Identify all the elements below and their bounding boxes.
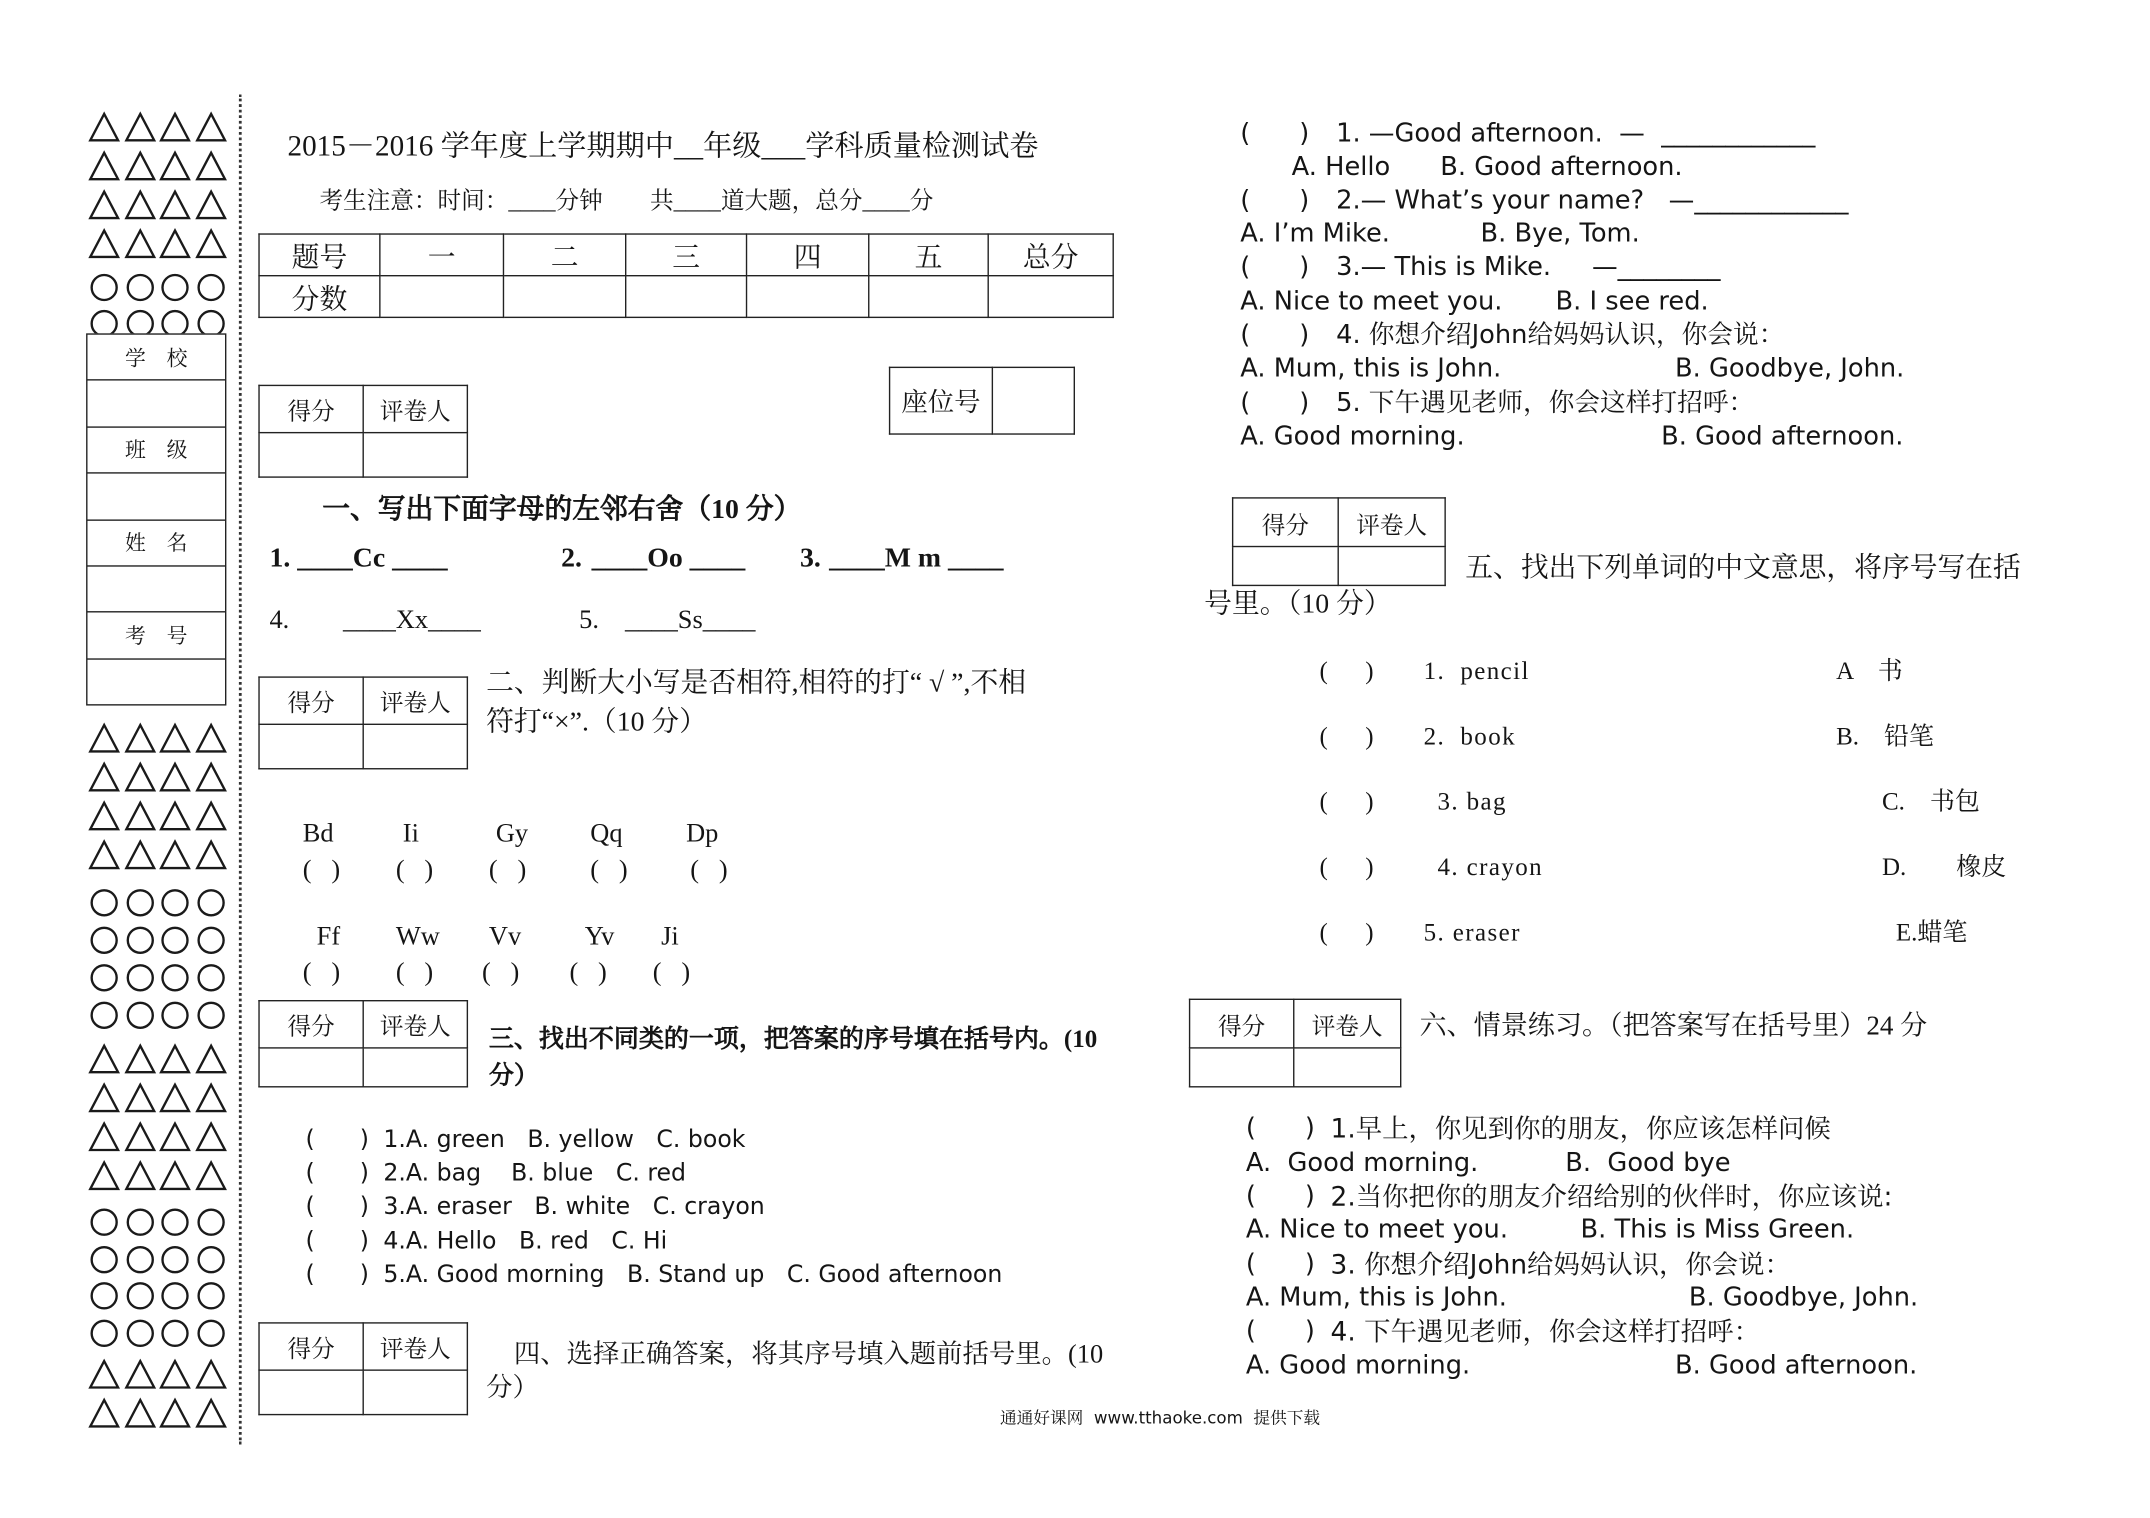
triangle-icon	[126, 842, 154, 868]
answer-blank: ( )	[305, 1261, 370, 1289]
section3-item: 5.A. Good morning B. Stand up C. Good afternoon	[383, 1261, 1003, 1289]
english-word: 4. crayon	[1437, 852, 1544, 881]
circle-icon	[163, 275, 188, 300]
option-a: A. Good morning.	[1245, 1351, 1471, 1381]
triangle-icon	[126, 1361, 154, 1387]
answer-blank: ( )	[1240, 388, 1310, 419]
score-table-header: 五	[869, 234, 988, 276]
triangle-icon	[197, 1124, 225, 1150]
answer-blank: ( )	[302, 855, 341, 885]
triangle-icon	[161, 231, 189, 257]
triangle-icon	[161, 725, 189, 751]
section3-item: 1.A. green B. yellow C. book	[383, 1126, 746, 1155]
class-label: 班 级	[88, 427, 226, 473]
score-field	[259, 1370, 363, 1414]
circle-icon	[128, 928, 153, 953]
grader-box	[258, 1000, 468, 1088]
triangle-icon	[161, 114, 189, 140]
letter-pair: Dp	[686, 819, 719, 849]
circle-icon	[128, 1283, 153, 1308]
answer-blank: ( )	[302, 958, 341, 988]
triangle-icon	[161, 1361, 189, 1387]
exam-number-label: 考 号	[88, 613, 226, 659]
circle-icon	[92, 1321, 117, 1346]
triangle-icon	[90, 153, 118, 179]
triangle-icon	[161, 1085, 189, 1111]
section1-item-number: 5.	[579, 605, 599, 635]
section1-item-blank: ____Cc ____	[297, 543, 448, 574]
triangle-icon	[161, 1400, 189, 1426]
score-table-header-row	[259, 234, 1113, 276]
option-a: A. Hello	[1291, 152, 1391, 182]
section6-question: 4. 下午遇见老师，你会这样打招呼：	[1330, 1316, 1760, 1348]
section1-item-number: 4.	[269, 605, 290, 635]
cut-line	[239, 94, 242, 1444]
triangle-icon	[161, 803, 189, 829]
chinese-meaning: A 书	[1836, 656, 1903, 685]
circle-icon	[163, 1247, 188, 1272]
grader-field	[1338, 547, 1445, 586]
grader-field	[1294, 1048, 1401, 1087]
section2-title-continued: 符打“×”.（10 分）	[486, 706, 708, 738]
grader-field	[363, 724, 467, 768]
option-a: A. I’m Mike.	[1240, 219, 1390, 249]
triangle-icon	[90, 842, 118, 868]
answer-blank: ( )	[1319, 852, 1374, 881]
grader-box	[1189, 999, 1402, 1088]
triangle-icon	[90, 1163, 118, 1189]
triangle-icon	[90, 114, 118, 140]
score-field	[1233, 547, 1339, 586]
chinese-meaning: E.蜡笔	[1895, 918, 1968, 946]
section3-item: 3.A. eraser B. white C. crayon	[383, 1193, 765, 1221]
answer-blank: ( )	[305, 1159, 370, 1188]
triangle-icon	[197, 153, 225, 179]
section6-question: 1.早上，你见到你的朋友，你应该怎样问候	[1330, 1113, 1831, 1145]
triangle-icon	[161, 1124, 189, 1150]
section3-item: 4.A. Hello B. red C. Hi	[383, 1227, 668, 1256]
triangle-icon	[90, 192, 118, 218]
option-b: B. Bye, Tom.	[1480, 219, 1640, 249]
circle-icon	[163, 890, 188, 915]
grader-box	[1232, 497, 1446, 586]
circle-icon	[163, 965, 188, 990]
option-b: B. Good afternoon.	[1440, 152, 1683, 182]
answer-blank: ( )	[305, 1227, 370, 1256]
score-table-header: 四	[747, 234, 869, 276]
circle-icon	[128, 1003, 153, 1028]
triangle-icon	[90, 1400, 118, 1426]
triangle-icon	[197, 114, 225, 140]
school-field	[88, 381, 226, 427]
grader-field	[363, 1048, 467, 1087]
english-word: 1. pencil	[1423, 656, 1530, 685]
circle-icon	[199, 1283, 224, 1308]
score-table-score-row	[259, 276, 1113, 318]
score-table-header: 总分	[988, 234, 1113, 276]
triangle-icon	[161, 764, 189, 790]
triangle-icon	[161, 153, 189, 179]
chinese-meaning: B. 铅笔	[1836, 722, 1935, 751]
name-field	[88, 567, 226, 613]
section1-item-blank: ____Ss____	[625, 605, 756, 635]
triangle-icon	[161, 1046, 189, 1072]
section4-title: 四、选择正确答案，将其序号填入题前括号里。(10	[513, 1340, 1104, 1370]
english-word: 5. eraser	[1423, 918, 1521, 946]
english-word: 3. bag	[1437, 787, 1507, 816]
answer-blank: ( )	[569, 958, 607, 988]
triangle-icon	[197, 842, 225, 868]
triangle-icon	[90, 231, 118, 257]
section3-title-continued: 分）	[488, 1061, 539, 1089]
answer-blank: ( )	[1319, 722, 1374, 751]
circle-icon	[163, 1283, 188, 1308]
school-label: 学 校	[88, 335, 226, 381]
section3-item: 2.A. bag B. blue C. red	[383, 1159, 687, 1188]
option-b: B. Good afternoon.	[1661, 422, 1904, 452]
option-a: A. Nice to meet you.	[1245, 1215, 1508, 1245]
score-field	[259, 433, 363, 477]
triangle-icon	[90, 725, 118, 751]
triangle-icon	[90, 1361, 118, 1387]
score-row-label: 分数	[259, 276, 380, 318]
section1-item-blank: ____Xx____	[343, 605, 481, 635]
exam-notice: 考生注意：时间：____分钟 共____道大题，总分____分	[319, 187, 934, 214]
triangle-icon	[197, 1400, 225, 1426]
section6-question: 3. 你想介绍John给妈妈认识，你会说：	[1330, 1250, 1791, 1281]
triangle-icon	[126, 1163, 154, 1189]
answer-blank: ( )	[1240, 186, 1310, 216]
circle-icon	[128, 1321, 153, 1346]
seat-number-box	[889, 367, 1075, 435]
score-field	[259, 1048, 363, 1087]
triangle-icon	[126, 803, 154, 829]
triangle-icon	[197, 1046, 225, 1072]
option-a: A. Nice to meet you.	[1240, 287, 1503, 317]
section1-item-number: 3.	[800, 543, 821, 574]
option-b: B. I see red.	[1555, 287, 1709, 317]
grader-box	[258, 1322, 468, 1415]
answer-blank: ( )	[305, 1193, 370, 1221]
triangle-icon	[197, 803, 225, 829]
section3-title: 三、找出不同类的一项，把答案的序号填在括号内。(10	[488, 1025, 1098, 1053]
letter-pair: Ff	[316, 922, 341, 952]
triangle-icon	[126, 1085, 154, 1111]
chinese-meaning: C. 书包	[1881, 787, 1980, 816]
answer-blank: ( )	[1245, 1250, 1315, 1280]
class-field	[88, 474, 226, 520]
circle-icon	[92, 1003, 117, 1028]
circle-icon	[163, 1210, 188, 1235]
triangle-icon	[161, 192, 189, 218]
letter-pair: Yv	[584, 922, 615, 952]
triangle-icon	[126, 1124, 154, 1150]
circle-icon	[163, 928, 188, 953]
answer-blank: ( )	[1245, 1181, 1315, 1212]
section4-question: 1. —Good afternoon. — ____________	[1336, 119, 1816, 149]
score-cell	[380, 276, 504, 318]
section1-item-blank: ____Oo ____	[591, 543, 746, 574]
letter-pair: Ww	[395, 922, 440, 952]
score-table-header: 二	[503, 234, 625, 276]
triangle-icon	[197, 1085, 225, 1111]
score-cell	[503, 276, 625, 318]
section6-question: 2.当你把你的朋友介绍给别的伙伴时，你应该说:	[1330, 1181, 1893, 1213]
score-table-header: 一	[380, 234, 504, 276]
answer-blank: ( )	[395, 958, 434, 988]
option-a: A. Good morning.	[1245, 1148, 1479, 1178]
triangle-icon	[126, 231, 154, 257]
section5-title: 五、找出下列单词的中文意思，将序号写在括	[1465, 552, 2021, 584]
answer-blank: ( )	[1240, 119, 1310, 149]
score-field	[259, 724, 363, 768]
answer-blank: ( )	[488, 855, 527, 885]
exam-number-field	[88, 659, 226, 705]
grader-label: 评卷人	[1338, 498, 1445, 547]
section4-question: 2.— What’s your name? —____________	[1336, 186, 1849, 216]
option-b: B. This is Miss Green.	[1580, 1215, 1855, 1245]
triangle-icon	[161, 1163, 189, 1189]
triangle-icon	[197, 725, 225, 751]
grader-box	[258, 385, 468, 478]
section5-title-continued: 号里。（10 分）	[1204, 588, 1392, 620]
option-b: B. Good afternoon.	[1675, 1351, 1918, 1381]
triangle-icon	[161, 842, 189, 868]
score-label: 得分	[1233, 498, 1339, 547]
answer-blank: ( )	[1319, 918, 1374, 946]
answer-blank: ( )	[652, 958, 691, 988]
triangle-icon	[126, 1400, 154, 1426]
circle-icon	[92, 1283, 117, 1308]
grader-label: 评卷人	[363, 1001, 467, 1048]
score-cell	[626, 276, 747, 318]
score-cell	[869, 276, 988, 318]
score-field	[1190, 1048, 1294, 1087]
chinese-meaning: D. 橡皮	[1881, 852, 2007, 881]
circle-icon	[199, 928, 224, 953]
circle-icon	[199, 1210, 224, 1235]
grader-label: 评卷人	[363, 385, 467, 432]
triangle-icon	[90, 1046, 118, 1072]
triangle-icon	[197, 1361, 225, 1387]
circle-icon	[92, 928, 117, 953]
section1-item-number: 2.	[561, 543, 582, 574]
answer-blank: ( )	[1319, 656, 1374, 685]
section1-title: 一、写出下面字母的左邻右舍（10 分）	[322, 494, 802, 526]
score-label: 得分	[259, 1001, 363, 1048]
circle-icon	[163, 1003, 188, 1028]
triangle-icon	[197, 192, 225, 218]
name-label: 姓 名	[88, 520, 226, 566]
triangle-icon	[126, 725, 154, 751]
score-label: 得分	[259, 385, 363, 432]
grader-field	[363, 1370, 467, 1414]
grader-box	[258, 676, 468, 769]
circle-icon	[199, 275, 224, 300]
answer-blank: ( )	[395, 855, 434, 885]
circle-icon	[128, 965, 153, 990]
score-cell	[747, 276, 869, 318]
triangle-icon	[90, 764, 118, 790]
answer-blank: ( )	[1240, 320, 1310, 351]
answer-blank: ( )	[305, 1126, 370, 1155]
answer-blank: ( )	[1245, 1113, 1315, 1144]
option-a: A. Mum, this is John.	[1245, 1283, 1507, 1313]
triangle-icon	[90, 1124, 118, 1150]
answer-blank: ( )	[1245, 1316, 1315, 1346]
circle-icon	[128, 1247, 153, 1272]
score-table	[258, 233, 1114, 318]
triangle-icon	[126, 1046, 154, 1072]
answer-blank: ( )	[481, 958, 520, 988]
option-a: A. Good morning.	[1240, 422, 1465, 452]
triangle-icon	[126, 153, 154, 179]
section1-item-number: 1.	[269, 543, 291, 574]
section1-item-blank: ____M m ____	[829, 543, 1004, 574]
english-word: 2. book	[1423, 722, 1516, 751]
section2-title: 二、判断大小写是否相符,相符的打“ √ ”,不相	[486, 668, 1027, 699]
binding-margin-shapes	[0, 0, 278, 1518]
score-cell	[988, 276, 1113, 318]
triangle-icon	[197, 1163, 225, 1189]
option-b: B. Goodbye, John.	[1675, 354, 1905, 384]
circle-icon	[92, 1210, 117, 1235]
answer-blank: ( )	[590, 855, 628, 885]
circle-icon	[199, 890, 224, 915]
circle-icon	[92, 275, 117, 300]
exam-title: 2015－2016 学年度上学期期中__年级___学科质量检测试卷	[287, 129, 1039, 163]
grader-field	[363, 433, 467, 477]
section4-question: 5. 下午遇见老师，你会这样打招呼：	[1336, 388, 1755, 419]
circle-icon	[199, 965, 224, 990]
seat-number-label: 座位号	[890, 367, 993, 434]
triangle-icon	[126, 764, 154, 790]
page-footer: 通通好课网 www.tthaoke.com 提供下载	[1000, 1408, 1321, 1428]
circle-icon	[199, 1321, 224, 1346]
section4-question: 4. 你想介绍John给妈妈认识，你会说：	[1336, 320, 1785, 351]
letter-pair: Qq	[590, 819, 623, 849]
circle-icon	[92, 1247, 117, 1272]
grader-label: 评卷人	[363, 677, 467, 724]
circle-icon	[128, 275, 153, 300]
triangle-icon	[126, 192, 154, 218]
circle-icon	[163, 1321, 188, 1346]
letter-pair: Vv	[488, 922, 522, 952]
letter-pair: Bd	[302, 819, 334, 849]
letter-pair: Ji	[661, 922, 679, 952]
score-label: 得分	[259, 677, 363, 724]
score-table-header: 三	[626, 234, 747, 276]
answer-blank: ( )	[1319, 787, 1374, 816]
option-b: B. Goodbye, John.	[1688, 1283, 1919, 1313]
circle-icon	[199, 1247, 224, 1272]
section4-title-continued: 分）	[486, 1373, 539, 1403]
circle-icon	[128, 890, 153, 915]
answer-blank: ( )	[1240, 252, 1310, 282]
grader-label: 评卷人	[1294, 999, 1401, 1048]
circle-icon	[128, 1210, 153, 1235]
letter-pair: Gy	[495, 819, 529, 849]
score-label: 得分	[259, 1323, 363, 1370]
score-label: 得分	[1190, 999, 1294, 1048]
grader-label: 评卷人	[363, 1323, 467, 1370]
student-info-box	[86, 333, 226, 705]
triangle-icon	[197, 764, 225, 790]
option-b: B. Good bye	[1565, 1148, 1731, 1178]
section4-question: 3.— This is Mike. —________	[1336, 252, 1721, 282]
option-a: A. Mum, this is John.	[1240, 354, 1502, 384]
triangle-icon	[197, 231, 225, 257]
score-table-header: 题号	[259, 234, 380, 276]
answer-blank: ( )	[690, 855, 728, 885]
circle-icon	[199, 1003, 224, 1028]
triangle-icon	[126, 114, 154, 140]
circle-icon	[92, 890, 117, 915]
triangle-icon	[90, 1085, 118, 1111]
section6-title: 六、情景练习。（把答案写在括号里）24 分	[1419, 1012, 1928, 1042]
circle-icon	[92, 965, 117, 990]
triangle-icon	[90, 803, 118, 829]
seat-number-field	[992, 367, 1074, 434]
letter-pair: Ii	[402, 819, 419, 849]
